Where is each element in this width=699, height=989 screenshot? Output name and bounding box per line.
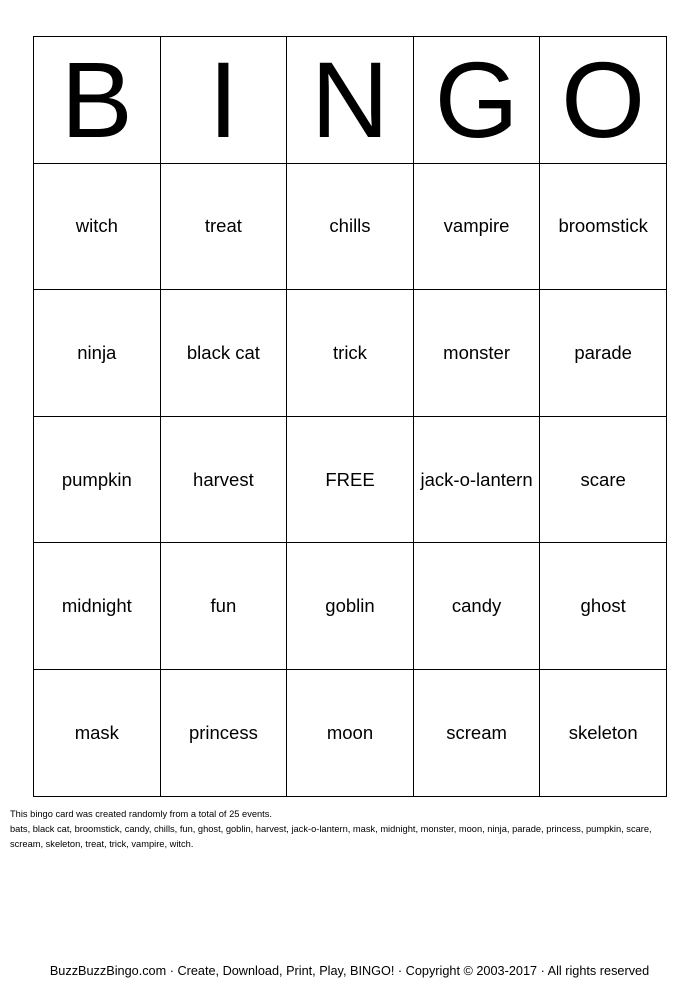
bingo-row xyxy=(34,669,667,796)
header-letter-b: B xyxy=(34,37,161,164)
header-letter-o: O xyxy=(540,37,667,164)
free-space-cell: FREE xyxy=(287,416,414,543)
bingo-cell: scare xyxy=(540,416,667,543)
bingo-row xyxy=(34,416,667,543)
bingo-cell: ninja xyxy=(34,290,161,417)
bingo-cell: broomstick xyxy=(540,163,667,290)
bingo-cell: vampire xyxy=(413,163,540,290)
header-letter-i: I xyxy=(160,37,287,164)
note-word-list: bats, black cat, broomstick, candy, chills, fun, ghost, goblin, harvest, jack-o-lantern, mask, midnight, monster, moon, ninja, parade, princess, pumpkin, scare, scream, skeleton, treat, trick, vampire, witch. xyxy=(10,824,652,849)
bingo-cell: jack-o-lantern xyxy=(413,416,540,543)
bingo-cell: candy xyxy=(413,543,540,670)
bingo-row xyxy=(34,543,667,670)
bingo-cell: monster xyxy=(413,290,540,417)
bingo-cell: pumpkin xyxy=(34,416,161,543)
bingo-cell: harvest xyxy=(160,416,287,543)
bingo-cell: chills xyxy=(287,163,414,290)
card-note xyxy=(10,807,685,852)
bingo-cell: goblin xyxy=(287,543,414,670)
bingo-cell: midnight xyxy=(34,543,161,670)
bingo-cell: ghost xyxy=(540,543,667,670)
bingo-row xyxy=(34,290,667,417)
header-row xyxy=(34,37,667,164)
bingo-cell: princess xyxy=(160,669,287,796)
header-letter-n: N xyxy=(287,37,414,164)
bingo-cell: moon xyxy=(287,669,414,796)
bingo-cell: fun xyxy=(160,543,287,670)
bingo-cell: treat xyxy=(160,163,287,290)
header-letter-g: G xyxy=(413,37,540,164)
note-summary: This bingo card was created randomly from a total of 25 events. xyxy=(10,809,272,819)
bingo-cell: black cat xyxy=(160,290,287,417)
bingo-cell: parade xyxy=(540,290,667,417)
bingo-cell: trick xyxy=(287,290,414,417)
bingo-cell: witch xyxy=(34,163,161,290)
bingo-cell: skeleton xyxy=(540,669,667,796)
page-footer: BuzzBuzzBingo.com · Create, Download, Print, Play, BINGO! · Copyright © 2003-2017 · All rights reserved xyxy=(49,964,650,978)
bingo-cell: mask xyxy=(34,669,161,796)
bingo-card xyxy=(33,36,667,797)
bingo-row xyxy=(34,163,667,290)
bingo-cell: scream xyxy=(413,669,540,796)
